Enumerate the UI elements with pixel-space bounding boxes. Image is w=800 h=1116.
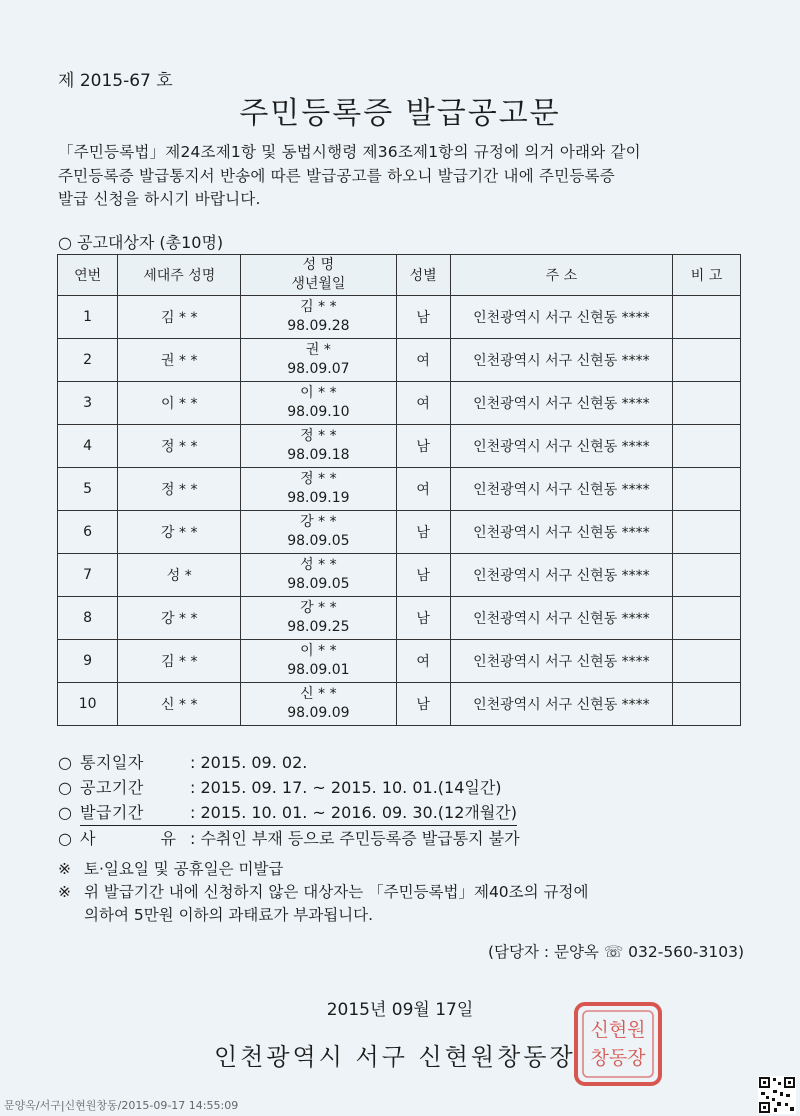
table-row (58, 554, 741, 597)
notice-date-row (58, 750, 520, 775)
note-text: 의하여 5만원 이하의 과태료가 부과됩니다. (84, 906, 374, 924)
cell-sex: 남 (396, 554, 450, 597)
cell-dob: 98.09.19 (287, 490, 350, 506)
cell-no: 7 (58, 554, 118, 597)
cell-address: 인천광역시 서구 신현동 **** (450, 597, 672, 640)
cell-household-head: 신 * * (118, 683, 241, 726)
cell-name: 신 * * (300, 686, 337, 702)
cell-address: 인천광역시 서구 신현동 **** (450, 425, 672, 468)
cell-address: 인천광역시 서구 신현동 **** (450, 296, 672, 339)
document-number: 제 2015-67 호 (58, 71, 173, 91)
announce-period-label: 공고기간 (80, 778, 144, 797)
table-row (58, 511, 741, 554)
cell-sex: 남 (396, 683, 450, 726)
table-row (58, 382, 741, 425)
cell-no: 8 (58, 597, 118, 640)
cell-sex: 여 (396, 382, 450, 425)
cell-no: 1 (58, 296, 118, 339)
header-address: 주 소 (450, 255, 672, 296)
table-body (58, 296, 741, 726)
announce-period-row (58, 775, 520, 800)
cell-address: 인천광역시 서구 신현동 **** (450, 511, 672, 554)
header-name-dob (241, 255, 396, 296)
cell-name: 강 * * (300, 600, 337, 616)
notes-block (58, 858, 588, 927)
cell-dob: 98.09.28 (287, 318, 350, 334)
note-item (58, 904, 588, 927)
cell-name-dob (241, 640, 396, 683)
cell-household-head: 강 * * (118, 597, 241, 640)
cell-name-dob (241, 683, 396, 726)
cell-no: 2 (58, 339, 118, 382)
cell-dob: 98.09.10 (287, 404, 350, 420)
note-item (58, 881, 588, 904)
cell-no: 3 (58, 382, 118, 425)
qr-code-icon (758, 1076, 796, 1114)
cell-address: 인천광역시 서구 신현동 **** (450, 468, 672, 511)
page-title: 주민등록증 발급공고문 (239, 96, 561, 131)
cell-note (672, 683, 740, 726)
cell-dob: 98.09.05 (287, 533, 350, 549)
note-marker: ※ (58, 883, 71, 901)
issue-date: 2015년 09월 17일 (326, 1000, 474, 1020)
cell-name: 김 * * (300, 299, 337, 315)
cell-sex: 남 (396, 511, 450, 554)
table-row (58, 597, 741, 640)
issue-period-value: : 2015. 10. 01. ~ 2016. 09. 30.(12개월간) (190, 800, 517, 826)
intro-line: 「주민등록법」제24조제1항 및 동법시행령 제36조제1항의 규정에 의거 아래와 같이 (58, 143, 641, 161)
intro-paragraph (58, 141, 758, 212)
cell-sex: 여 (396, 640, 450, 683)
cell-sex: 남 (396, 597, 450, 640)
cell-name-dob (241, 382, 396, 425)
cell-note (672, 468, 740, 511)
note-item (58, 858, 588, 881)
cell-name-dob (241, 296, 396, 339)
cell-household-head: 김 * * (118, 296, 241, 339)
cell-note (672, 511, 740, 554)
circle-marker: ○ (58, 829, 72, 848)
notice-date-value: : 2015. 09. 02. (190, 753, 308, 772)
notice-date-label: 통지일자 (80, 753, 144, 772)
cell-household-head: 성 * (118, 554, 241, 597)
table-header-row (58, 255, 741, 296)
table-row (58, 683, 741, 726)
cell-note (672, 597, 740, 640)
issuing-office: 인천광역시 서구 신현원창동장 (214, 1043, 576, 1071)
cell-no: 4 (58, 425, 118, 468)
cell-note (672, 554, 740, 597)
circle-marker: ○ (58, 778, 72, 797)
table-row (58, 296, 741, 339)
reason-value: : 수취인 부재 등으로 주민등록증 발급통지 불가 (190, 829, 520, 848)
intro-line: 주민등록증 발급통지서 반송에 따른 발급공고를 하오니 발급기간 내에 주민등록증 (58, 166, 615, 185)
targets-table (57, 254, 741, 726)
note-text: 위 발급기간 내에 신청하지 않은 대상자는 「주민등록법」제40조의 규정에 (84, 883, 589, 901)
cell-dob: 98.09.01 (287, 662, 350, 678)
cell-address: 인천광역시 서구 신현동 **** (450, 554, 672, 597)
cell-name-dob (241, 554, 396, 597)
note-marker: ※ (58, 860, 71, 878)
cell-address: 인천광역시 서구 신현동 **** (450, 339, 672, 382)
reason-row (58, 826, 520, 851)
announce-period-value: : 2015. 09. 17. ~ 2015. 10. 01.(14일간) (190, 778, 502, 797)
table-row (58, 339, 741, 382)
cell-name-dob (241, 425, 396, 468)
svg-text:창동장: 창동장 (590, 1047, 646, 1069)
table-row (58, 640, 741, 683)
cell-address: 인천광역시 서구 신현동 **** (450, 640, 672, 683)
header-sex: 성별 (396, 255, 450, 296)
contact-info: (담당자 : 문양옥 ☏ 032-560-3103) (487, 943, 744, 961)
circle-marker: ○ (58, 803, 72, 822)
header-no: 연번 (58, 255, 118, 296)
table-row (58, 425, 741, 468)
table-row (58, 468, 741, 511)
cell-note (672, 296, 740, 339)
cell-dob: 98.09.18 (287, 447, 350, 463)
cell-note (672, 382, 740, 425)
cell-name-dob (241, 339, 396, 382)
cell-household-head: 김 * * (118, 640, 241, 683)
cell-address: 인천광역시 서구 신현동 **** (450, 683, 672, 726)
cell-sex: 여 (396, 468, 450, 511)
issue-period-label: 발급기간 (80, 800, 190, 826)
targets-label: ○ 공고대상자 (총10명) (58, 233, 224, 252)
cell-name-dob (241, 597, 396, 640)
cell-note (672, 425, 740, 468)
issue-period-row (58, 800, 520, 826)
cell-name: 이 * * (300, 643, 337, 659)
cell-dob: 98.09.25 (287, 619, 350, 635)
cell-name: 성 * * (300, 557, 337, 573)
reason-label (80, 826, 190, 851)
cell-household-head: 강 * * (118, 511, 241, 554)
cell-no: 9 (58, 640, 118, 683)
cell-name: 정 * * (300, 471, 337, 487)
cell-dob: 98.09.07 (287, 361, 350, 377)
cell-address: 인천광역시 서구 신현동 **** (450, 382, 672, 425)
cell-dob: 98.09.05 (287, 576, 350, 592)
cell-name-dob (241, 511, 396, 554)
cell-household-head: 이 * * (118, 382, 241, 425)
intro-line: 발급 신청을 하시기 바랍니다. (58, 190, 261, 208)
cell-sex: 남 (396, 296, 450, 339)
reason-label-part: 사 (80, 829, 96, 848)
cell-sex: 남 (396, 425, 450, 468)
cell-name: 정 * * (300, 428, 337, 444)
svg-text:신현원: 신현원 (590, 1019, 646, 1041)
circle-marker: ○ (58, 753, 72, 772)
cell-no: 10 (58, 683, 118, 726)
cell-name: 권 * (305, 342, 331, 358)
cell-name: 강 * * (300, 514, 337, 530)
cell-household-head: 권 * * (118, 339, 241, 382)
official-seal (572, 998, 664, 1090)
header-name: 성 명 (302, 257, 335, 273)
reason-label-part: 유 (160, 829, 176, 848)
cell-name: 이 * * (300, 385, 337, 401)
cell-household-head: 정 * * (118, 425, 241, 468)
note-text: 토·일요일 및 공휴일은 미발급 (84, 860, 284, 878)
cell-sex: 여 (396, 339, 450, 382)
header-household-head: 세대주 성명 (118, 255, 241, 296)
cell-no: 5 (58, 468, 118, 511)
header-note: 비 고 (672, 255, 740, 296)
info-block (58, 750, 520, 851)
footer-stamp: 문양옥/서구|신현원창동/2015-09-17 14:55:09 (4, 1099, 239, 1112)
cell-dob: 98.09.09 (287, 705, 350, 721)
cell-note (672, 640, 740, 683)
cell-note (672, 339, 740, 382)
header-dob: 생년월일 (291, 276, 346, 292)
cell-no: 6 (58, 511, 118, 554)
cell-name-dob (241, 468, 396, 511)
cell-household-head: 정 * * (118, 468, 241, 511)
